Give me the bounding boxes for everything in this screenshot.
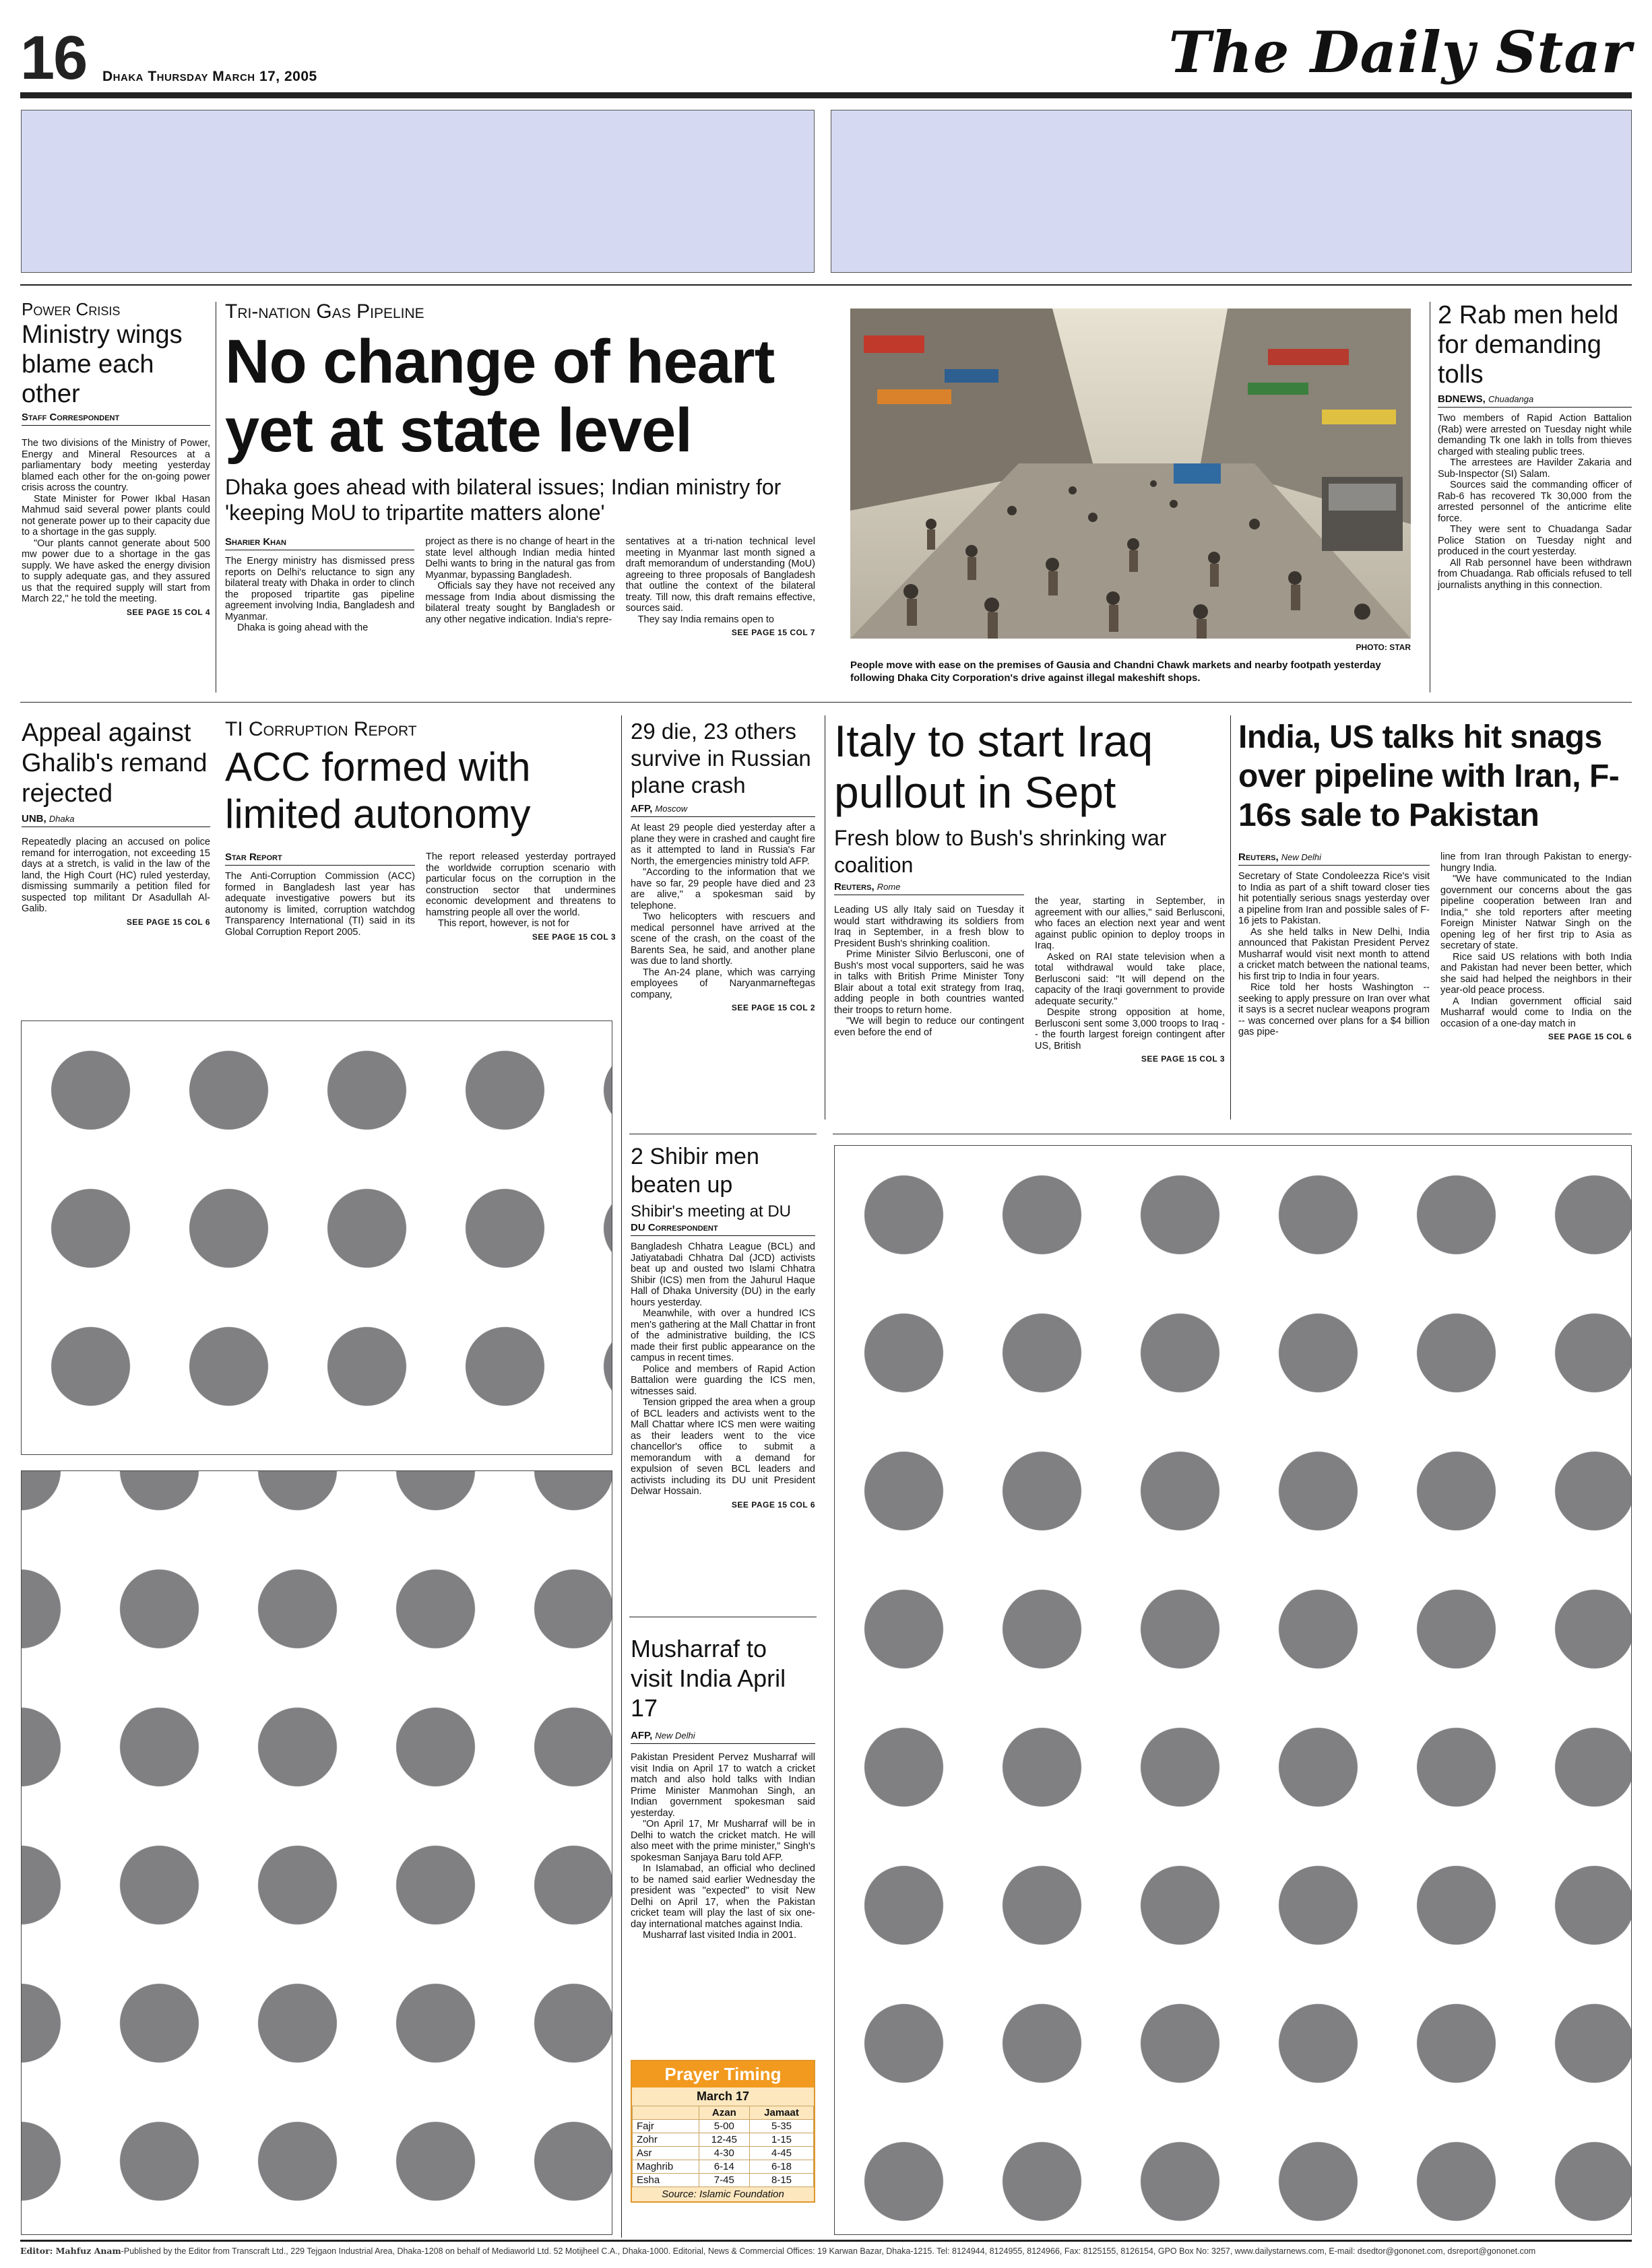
jump-line[interactable]: SEE PAGE 15 COL 4: [126, 607, 210, 617]
byline: Star Report: [225, 851, 415, 866]
top-rule: [20, 284, 1632, 286]
headline[interactable]: ACC formed with limited autonomy: [225, 744, 531, 837]
headline[interactable]: Ministry wings blame each other: [22, 321, 183, 408]
prayer-name: Esha: [633, 2174, 699, 2187]
prayer-table: [632, 2106, 814, 2187]
wire: UNB,: [22, 813, 46, 824]
paragraph: Tension gripped the area when a group of BCL leaders and activists went to the Mall Chattar where ICS men were waiting as their leaders went to the vice chancellor's office to submit a memorandum with a demand for expulsion of seven BCL leaders and activists including its DU unit President Delwar Hossain.: [631, 1397, 815, 1497]
jump-line[interactable]: SEE PAGE 15 COL 3: [532, 932, 616, 942]
jump-line[interactable]: SEE PAGE 15 COL 6: [126, 917, 210, 927]
table-row: [633, 2133, 814, 2147]
jamaat-time: 6-18: [750, 2160, 814, 2174]
story-body: [631, 822, 815, 1000]
byline: [631, 803, 815, 817]
jamaat-time: 1-15: [750, 2133, 814, 2147]
paragraph: Sources said the commanding officer of Rab-6 has recovered Tk 30,000 from the arrested personnel of the anticrime elite force.: [1438, 480, 1632, 524]
story-columns: [834, 881, 1225, 1064]
wire: BDNEWS,: [1438, 393, 1486, 405]
paragraph: Repeatedly placing an accused on police remand for interrogation, not exceeding 15 days at a stretch, is valid in the law of the land, the High Court (HC) ruled yesterday, dismissing summarily a petition filed for suspected top militant Dr Asadullah Al-Galib.: [22, 837, 210, 914]
col-rule: [1230, 715, 1231, 1120]
story-pipeline: [225, 300, 815, 637]
azan-time: 12-45: [699, 2133, 749, 2147]
paragraph: Two members of Rapid Action Battalion (Rab) were arrested on Tuesday night while demanding Tk one lakh in tolls from thieves charged with stealing public trees.: [1438, 413, 1632, 457]
photo-credit: PHOTO: STAR: [1356, 643, 1411, 652]
paragraph: Meanwhile, with over a hundred ICS men's gathering at the Mall Chattar in front of the administrative building, the ICS made their first public appearance on the campus in recent times.: [631, 1308, 815, 1363]
masthead: [20, 20, 1632, 96]
story-shibir: [631, 1142, 815, 1510]
headline[interactable]: Appeal against Ghalib's remand rejected: [22, 719, 208, 808]
paragraph: The An-24 plane, which was carrying employees of Naryanmarneftegas company,: [631, 967, 815, 1000]
paragraph: project as there is no change of heart in the state level although Indian media hinted Delhi wants to bring in the natural gas from Myanmar, bypassing Bangladesh.: [425, 536, 615, 581]
location: Rome: [877, 882, 901, 892]
location: Chuadanga: [1488, 394, 1534, 404]
story-india-us: [1238, 718, 1632, 1041]
paragraph: The arrestees are Havilder Zakaria and Sub-Inspector (SI) Salam.: [1438, 457, 1632, 480]
headline[interactable]: Italy to start Iraq pullout in Sept: [834, 716, 1153, 817]
jump-line[interactable]: SEE PAGE 15 COL 6: [1548, 1032, 1632, 1041]
column: [1238, 851, 1430, 1041]
story-body: [225, 871, 415, 938]
paragraph: The two divisions of the Ministry of Power, Energy and Mineral Resources at a parliamentary body meeting yesterday blamed each other for the on-going power crisis across the country.: [22, 438, 210, 493]
jump-line[interactable]: SEE PAGE 15 COL 7: [731, 628, 815, 637]
jamaat-time: 5-35: [750, 2120, 814, 2133]
paragraph: "We will begin to reduce our contingent even before the end of: [834, 1016, 1024, 1038]
ad-block-left-top: [21, 1020, 612, 1455]
azan-time: 5-00: [699, 2120, 749, 2133]
headline[interactable]: 2 Rab men held for demanding tolls: [1438, 301, 1619, 389]
column: [1035, 881, 1225, 1064]
header-cell: Jamaat: [750, 2106, 814, 2120]
byline: DU Correspondent: [631, 1222, 815, 1236]
table-header-row: [633, 2106, 814, 2120]
paragraph: Musharraf last visited India in 2001.: [643, 1930, 797, 1941]
prayer-name: Asr: [633, 2147, 699, 2160]
col-rule: [621, 715, 622, 2238]
story-plane: [631, 718, 815, 1012]
column: [225, 536, 414, 637]
paragraph: "We have communicated to the Indian government our concerns about the gas pipeline cooperation between Iran and India," she told reporters after meeting Foreign Minister Natwar Singh on the opening leg of her first trip to Asia as secretary of state.: [1440, 874, 1632, 951]
azan-time: 7-45: [699, 2174, 749, 2187]
section-rule: [20, 702, 1632, 703]
kicker: TI Corruption Report: [225, 718, 417, 740]
paragraph: Dhaka is going ahead with the: [237, 622, 369, 633]
paragraph: As she held talks in New Delhi, India announced that Pakistan President Pervez Musharraf would visit next month to attend a cricket match between the national teams, his first trip to India in four years.: [1238, 926, 1430, 982]
prayer-timing-box: [631, 2060, 815, 2203]
prayer-name: Maghrib: [633, 2160, 699, 2174]
column: [425, 536, 614, 637]
news-photo[interactable]: [850, 309, 1411, 639]
story-rab: [1438, 300, 1632, 591]
column: [426, 851, 616, 942]
header-cell: [633, 2106, 699, 2120]
jump-line[interactable]: SEE PAGE 15 COL 6: [731, 1499, 815, 1510]
paragraph: "Our plants cannot generate about 500 mw power due to a shortage in the gas supply. We have asked the energy division to supply adequate gas, and they assured us that the required supply will start from March 22," he told the meeting.: [22, 538, 210, 604]
story-body: [22, 837, 210, 915]
azan-time: 4-30: [699, 2147, 749, 2160]
paragraph: The Energy ministry has dismissed press reports on Delhi's reluctance to sign any bilateral treaty with Dhaka in order to clinch the proposed tripartite gas pipeline agreement involving India, Bangladesh and Myanmar.: [225, 556, 415, 622]
column: [225, 851, 415, 942]
paragraph: All Rab personnel have been withdrawn from Chuadanga. Rab officials refused to tell journalists anything in this connection.: [1438, 557, 1632, 591]
byline: [834, 881, 1024, 895]
story-ghalib: [22, 718, 210, 927]
wire: Reuters,: [834, 881, 875, 893]
paragraph: Prime Minister Silvio Berlusconi, one of Bush's most vocal supporters, said he was in talks with British Prime Minister Tony Blair about a total exit strategy from Iraq, adding people in both countries wanted their troops to return home.: [834, 949, 1024, 1016]
byline: [1238, 851, 1430, 866]
story-body: [22, 438, 210, 605]
prayer-name: Zohr: [633, 2133, 699, 2147]
deck: Fresh blow to Bush's shrinking war coalition: [834, 826, 1167, 877]
paragraph: This report, however, is not for: [438, 918, 570, 929]
paragraph: Rice told her hosts Washington -- seeking to apply pressure on Iran over what it says is a secret nuclear weapons program -- was concerned over plans for a $4 billion gas pipe-: [1238, 982, 1430, 1037]
headline[interactable]: Musharraf to visit India April 17: [631, 1635, 786, 1722]
story-columns: [225, 851, 616, 942]
story-body: [1035, 896, 1225, 1051]
jamaat-time: 4-45: [750, 2147, 814, 2160]
story-musharraf: [631, 1634, 815, 1941]
column: [834, 881, 1024, 1064]
paragraph: Officials say they have not received any message from India about dismissing the bilateral treaty sought by Bangladesh or any other negative indication. India's repre-: [425, 581, 615, 625]
paragraph: line from Iran through Pakistan to energy-hungry India.: [1440, 851, 1632, 874]
footer-imprint: [20, 2246, 1632, 2256]
headline[interactable]: 29 die, 23 others survive in Russian plane crash: [631, 719, 811, 798]
headline[interactable]: India, US talks hit snags over pipeline with Iran, F-16s sale to Pakistan: [1238, 719, 1620, 833]
headline[interactable]: No change of heart yet at state level: [225, 327, 775, 465]
byline: [22, 813, 210, 827]
prayer-source: Source: Islamic Foundation: [632, 2187, 814, 2201]
wire: Reuters,: [1238, 851, 1279, 863]
story-power-crisis: [22, 299, 210, 617]
paragraph: Pakistan President Pervez Musharraf will visit India on April 17 to watch a cricket match and also hold talks with Indian Prime Minister Manmohan Singh, an Indian government spokesman said yesterday.: [631, 1752, 815, 1819]
kicker: Power Crisis: [22, 299, 121, 319]
column: [626, 536, 815, 637]
kicker: Tri-nation Gas Pipeline: [225, 300, 424, 323]
paragraph: Rice said US relations with both India and Pakistan had never been better, which she said had helped the neighbors in their year-old peace process.: [1440, 951, 1632, 996]
ad-block-left-bottom: [21, 1470, 612, 2235]
masthead-rule: [20, 92, 1632, 98]
top-ad-left: [21, 110, 815, 273]
story-body: [1238, 871, 1430, 1038]
dateline: Dhaka Thursday March 17, 2005: [102, 69, 317, 84]
location: New Delhi: [1281, 852, 1322, 862]
jump-line[interactable]: SEE PAGE 15 COL 3: [1141, 1054, 1225, 1064]
paragraph: Bangladesh Chhatra League (BCL) and Jatiyatabadi Chhatra Dal (JCD) activists beat up and ousted two Islami Chhatra Shibir (ICS) men from the Jahurul Haque Hall of Dhaka University (DU) in the early hours yesterday.: [631, 1241, 815, 1308]
story-body: [1440, 851, 1632, 1029]
prayer-date: March 17: [632, 2087, 814, 2106]
table-row: [633, 2160, 814, 2174]
ad-block-right: [834, 1145, 1632, 2235]
story-body: [426, 851, 616, 930]
story-italy: [834, 715, 1225, 1064]
page-number: 16: [20, 24, 87, 92]
paragraph: Asked on RAI state television when a total withdrawal would take place, Berlusconi said: "It will depend on the capacity of the Iraqi government to provide adequate security.": [1035, 951, 1225, 1007]
paragraph: They were sent to Chuadanga Sadar Police Station on Tuesday night and produced in the court yesterday.: [1438, 524, 1632, 557]
paragraph: A Indian government official said Musharraf would come to India on the occasion of a one-day match in: [1440, 996, 1632, 1029]
story-body: [626, 536, 815, 625]
paragraph: Secretary of State Condoleezza Rice's visit to India as part of a shift toward closer ties hit potentially serious snags yesterday over a pipeline from Iran and possible sales of F-16 jets to Pakistan.: [1238, 871, 1430, 926]
header-cell: Azan: [699, 2106, 749, 2120]
table-row: [633, 2147, 814, 2160]
paragraph: "On April 17, Mr Musharraf will be in Delhi to watch the cricket match. He will also meet with the prime minister," Singh's spokesman Sanjaya Baru told AFP.: [631, 1819, 815, 1863]
story-acc: [225, 718, 616, 942]
table-row: [633, 2174, 814, 2187]
paragraph: sentatives at a tri-nation technical level meeting in Myanmar last month signed a draft memorandum of understanding (MoU) agreeing to three proposals of Bangladesh that outline the context of the bilateral treaty. Till now, this draft remains effective, sources said.: [625, 536, 815, 614]
paragraph: "According to the information that we have so far, 29 people have died and 23 are alive," a spokesman said by telephone.: [631, 867, 815, 911]
paragraph: the year, starting in September, in agreement with our allies," said Berlusconi, who faces an election next year and went against public opinion to deploy troops in Iraq.: [1035, 896, 1225, 951]
paragraph: They say India remains open to: [637, 614, 774, 625]
byline: [631, 1730, 815, 1744]
story-body: [225, 556, 414, 634]
market-crowd-photo: [850, 309, 1411, 639]
paragraph: At least 29 people died yesterday after a plane they were in crashed and caught fire as it attempted to land in Russia's Far North, the emergencies ministry told AFP.: [631, 822, 815, 867]
paragraph: The Anti-Corruption Commission (ACC) formed in Bangladesh last year has adequate investigative powers but its autonomy is limited, corruption watchdog Transparency International (TI) said in its Global Corruption Report 2005.: [225, 871, 415, 938]
paragraph: Leading US ally Italy said on Tuesday it would start withdrawing its soldiers from Iraq in September, in a fresh blow to President Bush's shrinking coalition.: [834, 905, 1024, 949]
azan-time: 6-14: [699, 2160, 749, 2174]
imprint-text: -Published by the Editor from Transcraft Ltd., 229 Tejgaon Industrial Area, Dhaka-1208 on behalf of Mediaworld Ltd. 52 Motijheel C.A., Dhaka-1000. Editorial, News & Commercial Offices: 19 Karwan Bazar, Dhaka-1215. Tel: 8124944, 8124955, 8124966, Fax: 8125155, 8126154, GPO Box No: 3257, www.dailystarnews.com, E-mail: dsedtor@gononet.com, dsreport@gononet.com: [121, 2246, 1536, 2256]
photo-caption: People move with ease on the premises of Gausia and Chandni Chawk markets and nearby footpath yesterday following Dhaka City Corporation's drive against illegal makeshift shops.: [850, 659, 1381, 684]
location: New Delhi: [655, 1730, 695, 1741]
top-ad-right: [831, 110, 1632, 273]
table-row: [633, 2120, 814, 2133]
deck: Shibir's meeting at DU: [631, 1202, 792, 1221]
wire: AFP,: [631, 803, 653, 814]
editor-label: Editor: Mahfuz Anam: [20, 2246, 121, 2256]
story-columns: [225, 536, 815, 637]
paragraph: Police and members of Rapid Action Battalion were guarding the ICS men, witnesses said.: [631, 1363, 815, 1397]
story-body: [1438, 413, 1632, 591]
byline: Sharier Khan: [225, 536, 414, 550]
paragraph: The report released yesterday portrayed the worldwide corruption scenario with particular focus on the corruption in the construction sector that undermines economic development and threatens to hamstring people all over the world.: [426, 851, 616, 918]
story-body: [631, 1241, 815, 1497]
byline: [1438, 393, 1632, 408]
paragraph: Despite strong opposition at home, Berlusconi sent some 3,000 troops to Iraq -- the fourth largest foreign contingent after US, British: [1035, 1007, 1225, 1051]
story-body: [834, 905, 1024, 1038]
location: Dhaka: [49, 814, 75, 824]
paragraph: In Islamabad, an official who declined to be named said earlier Wednesday the president was "expected" to visit New Delhi on April 17, when the Pakistan cricket team will play the last of six one-day international matches against India.: [631, 1863, 815, 1930]
jump-line[interactable]: SEE PAGE 15 COL 2: [731, 1003, 815, 1012]
headline[interactable]: 2 Shibir men beaten up: [631, 1144, 759, 1198]
prayer-name: Fajr: [633, 2120, 699, 2133]
jamaat-time: 8-15: [750, 2174, 814, 2187]
deck: Dhaka goes ahead with bilateral issues; Indian ministry for 'keeping MoU to tripartite matters alone': [225, 475, 782, 525]
story-columns: [1238, 851, 1632, 1041]
column: [1440, 851, 1632, 1041]
paragraph: Two helicopters with rescuers and medical personnel have arrived at the scene of the crash, on the coast of the Barents Sea, he said, and another plane was due to land shortly.: [631, 911, 815, 967]
footer-rule: [20, 2240, 1632, 2242]
wire: AFP,: [631, 1730, 653, 1741]
prayer-title: Prayer Timing: [632, 2061, 814, 2087]
byline: Staff Correspondent: [22, 412, 210, 426]
logo: The Daily Star: [1168, 19, 1632, 86]
location: Moscow: [655, 804, 688, 814]
paragraph: State Minister for Power Ikbal Hasan Mahmud said several power plants could not generate power up to their capacity due to a shortage in the gas supply.: [22, 493, 210, 538]
story-body: [631, 1752, 815, 1941]
